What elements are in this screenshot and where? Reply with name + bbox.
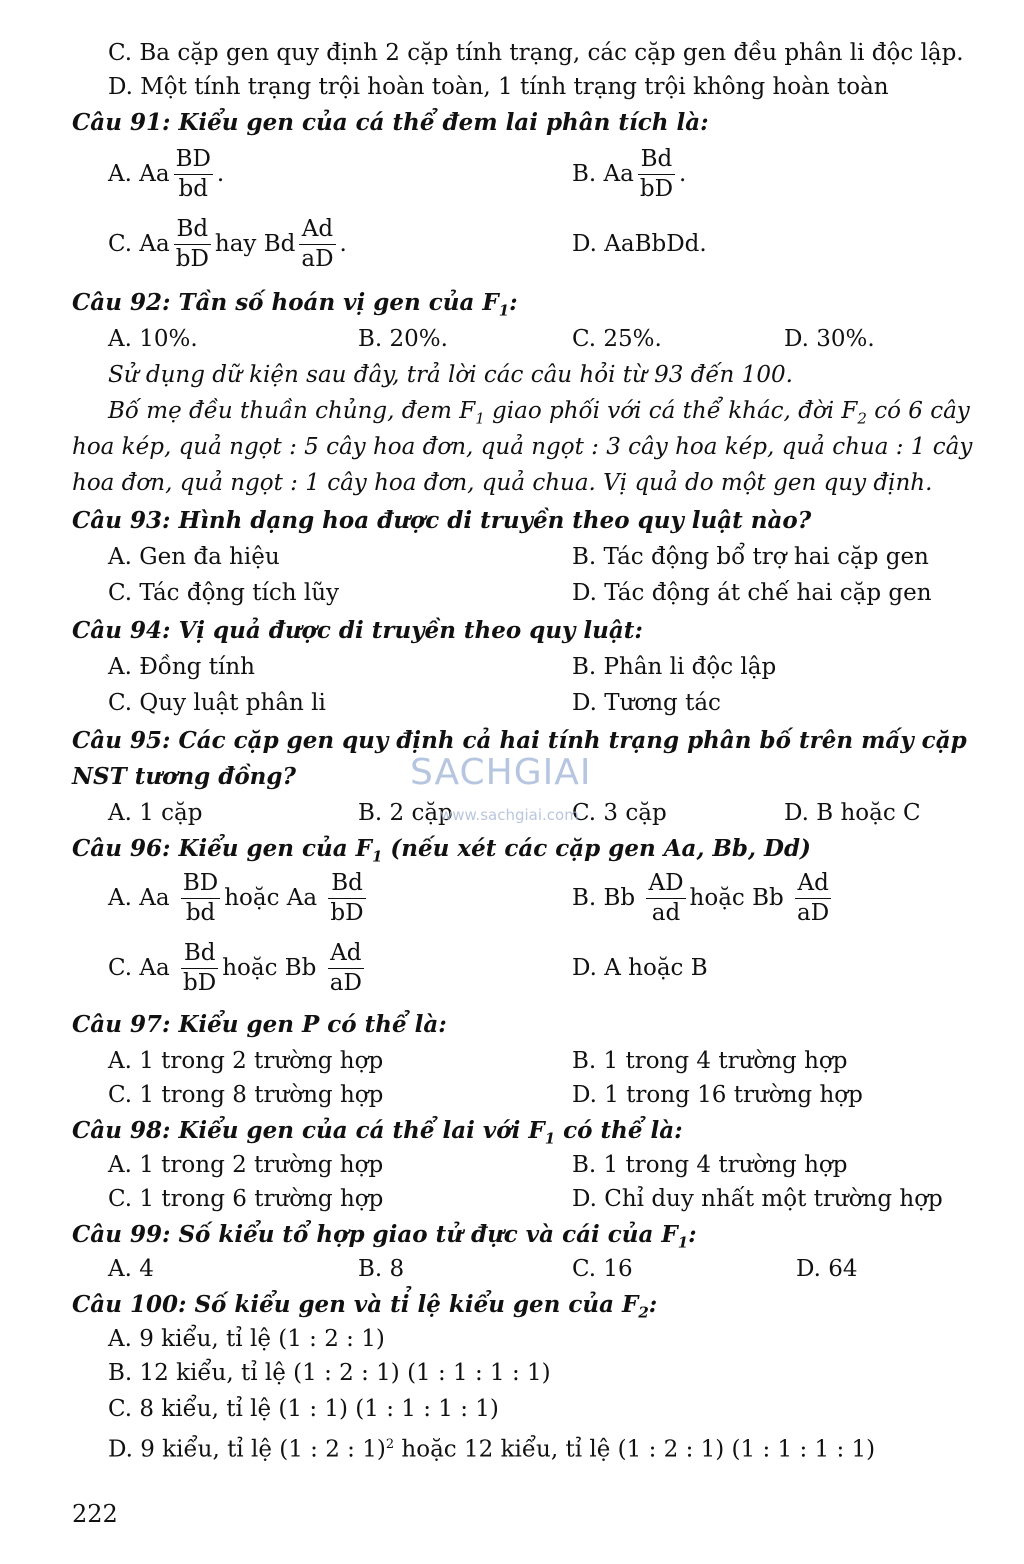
q91-a-fraction: $\frac{BD}{bd}$ bbox=[175, 146, 211, 202]
q96-option-a: A. Aa $\frac{BD}{bd}$ hoặc Aa $\frac{Bd}{bD}$ bbox=[108, 870, 364, 926]
q96-option-d: D. A hoặc B bbox=[572, 955, 708, 981]
question-98: Câu 98: Kiểu gen của cá thể lai với $F_1$ có thể là: bbox=[72, 1117, 683, 1148]
q92-option-d: D. 30%. bbox=[784, 326, 875, 352]
q94-option-c: C. Quy luật phân li bbox=[108, 690, 326, 716]
question-100: Câu 100: Số kiểu gen và tỉ lệ kiểu gen của $F_2$: bbox=[72, 1291, 658, 1322]
q95-option-d: D. B hoặc C bbox=[784, 800, 921, 826]
q92-option-a: A. 10%. bbox=[108, 326, 198, 352]
q99-option-c: C. 16 bbox=[572, 1256, 633, 1282]
question-94: Câu 94: Vị quả được di truyền theo quy luật: bbox=[72, 617, 643, 644]
question-95-line-2: NST tương đồng? bbox=[72, 763, 296, 790]
intro-line-3: hoa kép, quả ngọt : 5 cây hoa đơn, quả ngọt : 3 cây hoa kép, quả chua : 1 cây bbox=[72, 434, 973, 460]
question-99: Câu 99: Số kiểu tổ hợp giao tử đực và cái của $F_1$: bbox=[72, 1221, 697, 1252]
watermark-logo: SACHGIAI bbox=[410, 752, 592, 793]
question-96: Câu 96: Kiểu gen của $F_1$ (nếu xét các cặp gen Aa, Bb, Dd) bbox=[72, 835, 811, 866]
q97-option-c: C. 1 trong 8 trường hợp bbox=[108, 1082, 384, 1108]
q94-option-a: A. Đồng tính bbox=[108, 654, 255, 680]
q96-option-b: B. Bb $\frac{AD}{ad}$ hoặc Bb $\frac{Ad}{aD}$ bbox=[572, 870, 830, 926]
q90-option-c: C. Ba cặp gen quy định 2 cặp tính trạng, các cặp gen đều phân li độc lập. bbox=[108, 40, 964, 66]
q91-option-c: C. Aa $\frac{Bd}{bD}$ hay Bd $\frac{Ad}{aD}$ . bbox=[108, 216, 347, 272]
q92-option-b: B. 20%. bbox=[358, 326, 448, 352]
q96-option-c: C. Aa $\frac{Bd}{bD}$ hoặc Bb $\frac{Ad}{aD}$ bbox=[108, 940, 362, 996]
question-95-line-1: Câu 95: Các cặp gen quy định cả hai tính trạng phân bố trên mấy cặp bbox=[72, 727, 967, 754]
q98-option-d: D. Chỉ duy nhất một trường hợp bbox=[572, 1186, 943, 1212]
q97-option-d: D. 1 trong 16 trường hợp bbox=[572, 1082, 863, 1108]
q93-option-c: C. Tác động tích lũy bbox=[108, 580, 340, 606]
q100-option-a: A. 9 kiểu, tỉ lệ (1 : 2 : 1) bbox=[108, 1326, 385, 1352]
q98-option-b: B. 1 trong 4 trường hợp bbox=[572, 1152, 848, 1178]
q97-option-b: B. 1 trong 4 trường hợp bbox=[572, 1048, 848, 1074]
q99-option-d: D. 64 bbox=[796, 1256, 858, 1282]
q95-option-a: A. 1 cặp bbox=[108, 800, 203, 826]
q98-option-c: C. 1 trong 6 trường hợp bbox=[108, 1186, 384, 1212]
question-91: Câu 91: Kiểu gen của cá thể đem lai phân tích là: bbox=[72, 109, 709, 136]
q94-option-d: D. Tương tác bbox=[572, 690, 721, 716]
question-97: Câu 97: Kiểu gen P có thể là: bbox=[72, 1011, 447, 1038]
q90-option-d: D. Một tính trạng trội hoàn toàn, 1 tính trạng trội không hoàn toàn bbox=[108, 74, 889, 100]
q93-option-b: B. Tác động bổ trợ hai cặp gen bbox=[572, 544, 929, 570]
q100-option-d: D. 9 kiểu, tỉ lệ (1 : 2 : 1)$^2$ hoặc 12 kiểu, tỉ lệ (1 : 2 : 1) (1 : 1 : 1 : 1) bbox=[108, 1436, 876, 1463]
watermark-url: www.sachgiai.com bbox=[440, 806, 579, 824]
q93-option-a: A. Gen đa hiệu bbox=[108, 544, 280, 570]
question-93: Câu 93: Hình dạng hoa được di truyền theo quy luật nào? bbox=[72, 507, 812, 534]
q95-option-c: C. 3 cặp bbox=[572, 800, 667, 826]
intro-line-4: hoa đơn, quả ngọt : 1 cây hoa đơn, quả chua. Vị quả do một gen quy định. bbox=[72, 470, 933, 496]
q99-option-a: A. 4 bbox=[108, 1256, 154, 1282]
q91-option-a: A. Aa $\frac{BD}{bd}$ . bbox=[108, 146, 225, 202]
intro-line-2: Bố mẹ đều thuần chủng, đem $F_1$ giao phối với cá thể khác, đời $F_2$ có 6 cây bbox=[108, 398, 970, 428]
q100-option-c: C. 8 kiểu, tỉ lệ (1 : 1) (1 : 1 : 1 : 1) bbox=[108, 1396, 499, 1422]
q91-option-b: B. Aa $\frac{Bd}{bD}$ . bbox=[572, 146, 687, 202]
q94-option-b: B. Phân li độc lập bbox=[572, 654, 777, 680]
q97-option-a: A. 1 trong 2 trường hợp bbox=[108, 1048, 384, 1074]
q92-option-c: C. 25%. bbox=[572, 326, 662, 352]
page-number: 222 bbox=[72, 1500, 118, 1528]
q91-option-d: D. AaBbDd. bbox=[572, 231, 707, 257]
q100-option-b: B. 12 kiểu, tỉ lệ (1 : 2 : 1) (1 : 1 : 1 : 1) bbox=[108, 1360, 551, 1386]
q93-option-d: D. Tác động át chế hai cặp gen bbox=[572, 580, 932, 606]
intro-line-1: Sử dụng dữ kiện sau đây, trả lời các câu hỏi từ 93 đến 100. bbox=[108, 362, 793, 388]
q98-option-a: A. 1 trong 2 trường hợp bbox=[108, 1152, 384, 1178]
q95-option-b: B. 2 cặp bbox=[358, 800, 453, 826]
q99-option-b: B. 8 bbox=[358, 1256, 405, 1282]
q91-b-fraction: $\frac{Bd}{bD}$ bbox=[639, 146, 674, 202]
question-92: Câu 92: Tần số hoán vị gen của $F_1$: bbox=[72, 289, 518, 320]
